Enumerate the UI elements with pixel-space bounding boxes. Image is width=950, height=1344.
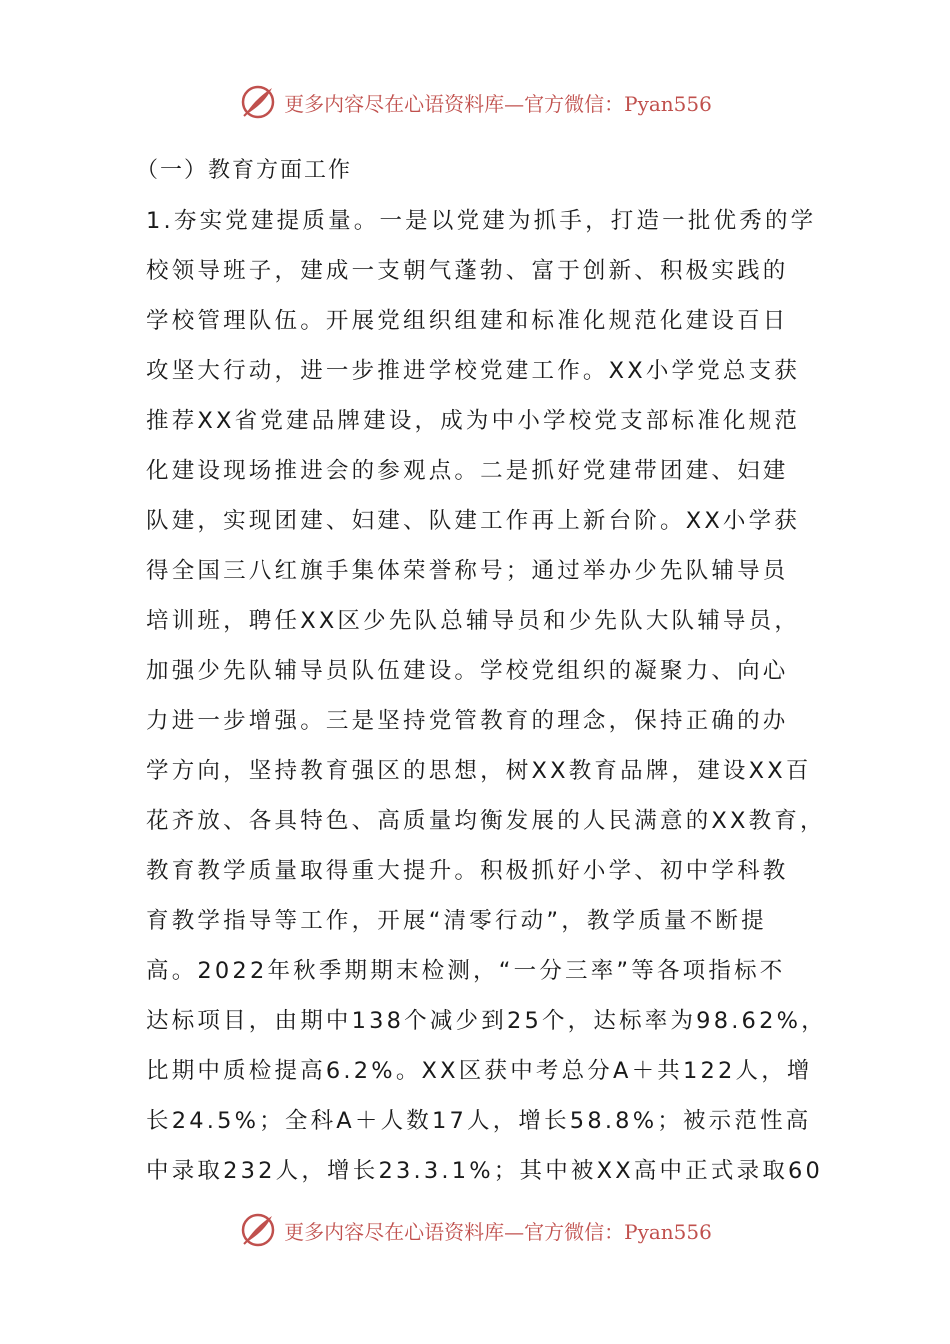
paragraph-line: 学方向，坚持教育强区的思想，树XX教育品牌，建设XX百 (146, 758, 812, 784)
header-watermark-banner (0, 80, 950, 124)
paragraph-line: 培训班，聘任XX区少先队总辅导员和少先队大队辅导员， (146, 608, 801, 634)
paragraph-line: 推荐XX省党建品牌建设，成为中小学校党支部标准化规范 (146, 408, 801, 434)
document-body (136, 146, 836, 1196)
footer-watermark-banner (0, 1208, 950, 1252)
watermark-text: 更多内容尽在心语资料库—官方微信：Pyan556 (284, 91, 712, 116)
paragraph-line: 学校管理队伍。开展党组织组建和标准化规范化建设百日 (146, 308, 789, 334)
paragraph-line: 育教学指导等工作，开展“清零行动”，教学质量不断提 (146, 908, 767, 934)
paragraph-line: 中录取232人，增长23.3.1%；其中被XX高中正式录取60 (146, 1158, 824, 1184)
watermark-text: 更多内容尽在心语资料库—官方微信：Pyan556 (284, 1219, 712, 1244)
paragraph-line: 化建设现场推进会的参观点。二是抓好党建带团建、妇建 (146, 458, 789, 484)
quill-logo-icon (238, 82, 278, 122)
paragraph-line: 花齐放、各具特色、高质量均衡发展的人民满意的XX教育， (146, 808, 826, 834)
paragraph-line: 力进一步增强。三是坚持党管教育的理念，保持正确的办 (146, 708, 789, 734)
quill-logo-icon (238, 1210, 278, 1250)
paragraph-line: 教育教学质量取得重大提升。积极抓好小学、初中学科教 (146, 858, 789, 884)
paragraph-line: 高。2022年秋季期期末检测，“一分三率”等各项指标不 (146, 958, 786, 984)
paragraph-line: 加强少先队辅导员队伍建设。学校党组织的凝聚力、向心 (146, 658, 789, 684)
paragraph-line: 攻坚大行动，进一步推进学校党建工作。XX小学党总支获 (146, 358, 801, 384)
paragraph-line: 校领导班子，建成一支朝气蓬勃、富于创新、积极实践的 (146, 258, 789, 284)
paragraph-line: 长24.5%；全科A＋人数17人，增长58.8%；被示范性高 (146, 1108, 812, 1134)
paragraph-line: 1.夯实党建提质量。一是以党建为抓手，打造一批优秀的学 (146, 208, 817, 234)
paragraph-line: 达标项目，由期中138个减少到25个，达标率为98.62%， (146, 1008, 827, 1034)
paragraph-line: 得全国三八红旗手集体荣誉称号；通过举办少先队辅导员 (146, 558, 789, 584)
paragraph-line: 比期中质检提高6.2%。XX区获中考总分A＋共122人，增 (146, 1058, 813, 1084)
paragraph-line: 队建，实现团建、妇建、队建工作再上新台阶。XX小学获 (146, 508, 801, 534)
section-heading: （一）教育方面工作 (136, 158, 353, 183)
